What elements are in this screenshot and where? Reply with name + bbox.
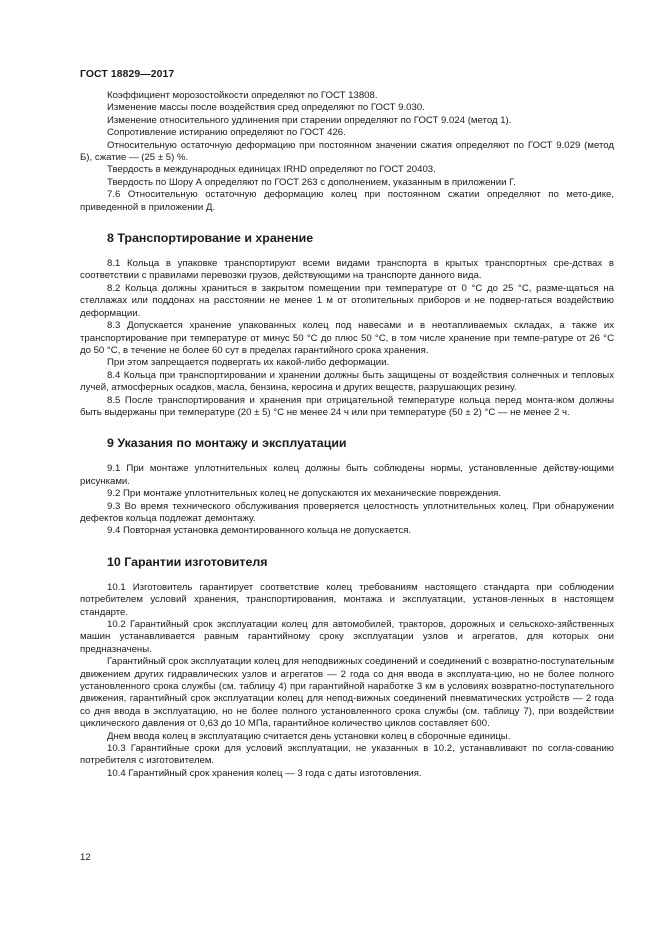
paragraph: 8.5 После транспортирования и хранения при отрицательной температуре кольца перед монта-жом должны быть выдержаны при температуре (20 ± 5) °С не менее 24 ч или при температуре (50 ± 2) °С — не менее 2 ч. [80, 394, 614, 418]
paragraph: Изменение массы после воздействия сред определяют по ГОСТ 9.030. [107, 102, 425, 114]
paragraph: 9.3 Во время технического обслуживания проверяется целостность уплотнительных колец. При обнаружении дефектов кольца подлежат демонтажу. [80, 500, 614, 524]
paragraph: Сопротивление истиранию определяют по ГОСТ 426. [107, 127, 346, 139]
paragraph: 8.1 Кольца в упаковке транспортируют всеми видами транспорта в крытых транспортных сре-дствах в соответствии с правилами перевозки грузов, действующими на транспорте данного вида. [80, 258, 614, 282]
paragraph: 9.2 При монтаже уплотнительных колец не допускаются их механические повреждения. [107, 488, 502, 500]
section-8-heading: 8 Транспортирование и хранение [107, 231, 314, 246]
paragraph: 7.6 Относительную остаточную деформацию колец при постоянном сжатии определяют по мето-дике, приведенной в приложении Д. [80, 189, 614, 213]
paragraph: 9.4 Повторная установка демонтированного кольца не допускается. [107, 525, 412, 537]
paragraph: Гарантийный срок эксплуатации колец для неподвижных соединений и соединений с возвратно-поступательным движением других гидравлических узлов и агрегатов — 2 года со дня ввода в эксплуата-цию, но не более полного установленного срока службы (см. таблицу 4) при гарантийной наработке 3 км в условиях возвратно-поступательного движения, гарантийный срок эксплуатации колец для непод-вижных соединений пневматических устройств — 2 года со дня ввода в эксплуатацию, но не более полного установленного срока службы (см. таблицу 7), при воздействии циклического давления от 0,63 до 10 МПа, гарантийное количество циклов составляет 600. [80, 656, 614, 730]
document-header: ГОСТ 18829—2017 [80, 69, 175, 80]
paragraph: Коэффициент морозостойкости определяют по ГОСТ 13808. [107, 90, 378, 101]
page-number: 12 [80, 852, 91, 863]
paragraph: 10.1 Изготовитель гарантирует соответствие колец требованиям настоящего стандарта при соблюдении потребителем условий хранения, транспортирования, монтажа и эксплуатации, установ-ленных в настоящем стандарте. [80, 581, 614, 618]
section-9-heading: 9 Указания по монтажу и эксплуатации [107, 436, 347, 451]
document-body [80, 90, 614, 780]
paragraph: Днем ввода колец в эксплуатацию считается день установки колец в сборочные единицы. [107, 730, 511, 742]
paragraph: Твердость в международных единицах IRHD определяют по ГОСТ 20403. [107, 164, 436, 176]
paragraph: 10.4 Гарантийный срок хранения колец — 3 года с даты изготовления. [107, 767, 422, 779]
paragraph: Изменение относительного удлинения при старении определяют по ГОСТ 9.024 (метод 1). [107, 114, 512, 126]
paragraph: Относительную остаточную деформацию при постоянном значении сжатия определяют по ГОСТ 9.029 (метод Б), сжатие — (25 ± 5) %. [80, 139, 614, 164]
paragraph: При этом запрещается подвергать их какой-либо деформации. [107, 357, 390, 369]
paragraph: 8.3 Допускается хранение упакованных колец под навесами и в неотапливаемых складах, а также их транспортирование при температуре от минус 50 °С до плюс 50 °С, в том числе хранение при темпе-ратуре от 26 °С до 50 °С, в течение не более 60 сут в пределах гарантийного срока хранения. [80, 320, 614, 356]
paragraph: 8.2 Кольца должны храниться в закрытом помещении при температуре от 0 °С до 25 °С, разме-щаться на стеллажах или поддонах на расстоянии не менее 1 м от отопительных приборов и не подвер-гаться воздействию деформации. [80, 282, 614, 319]
paragraph: 9.1 При монтаже уплотнительных колец должны быть соблюдены нормы, установленные действу-ющими рисунками. [80, 463, 614, 487]
paragraph: 10.3 Гарантийные сроки для условий эксплуатации, не указанных в 10.2, устанавливают по согла-сованию потребителя с изготовителем. [80, 743, 614, 767]
paragraph: 10.2 Гарантийный срок эксплуатации колец для автомобилей, тракторов, дорожных и сельскохо-зяйственных машин устанавливается равным гарантийному сроку эксплуатации узлов и агрегатов, для которых они предназначены. [80, 619, 614, 655]
paragraph: 8.4 Кольца при транспортировании и хранении должны быть защищены от воздействия солнечных и тепловых лучей, атмосферных осадков, масла, бензина, керосина и других веществ, разрушающих резину. [80, 369, 614, 394]
section-10-heading: 10 Гарантии изготовителя [107, 554, 268, 569]
paragraph: Твердость по Шору А определяют по ГОСТ 263 с дополнением, указанным в приложении Г. [107, 176, 516, 188]
